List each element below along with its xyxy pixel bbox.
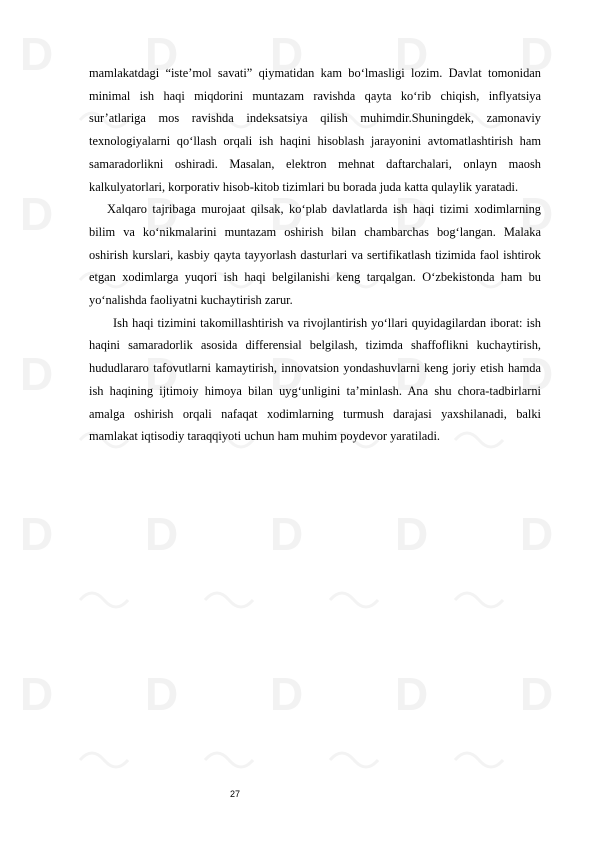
- paragraph-2: Xalqaro tajribaga murojaat qilsak, ko‘plab davlatlarda ish haqi tizimi xodimlarning bilim va ko‘nikmalarini muntazam oshirish bilan chambarchas bog‘langan. Malaka oshirish kurslari, kasbiy qayta tayyorlash dasturlari va sertifikatlash tizimida faol ishtirok etgan xodimlarga yuqori ish haqi belgilanishi keng tarqalgan. O‘zbekistonda ham bu yo‘nalishda faoliyatni kuchaytirish zarur.: [89, 202, 541, 308]
- paragraph-3: Ish haqi tizimini takomillashtirish va rivojlantirish yo‘llari quyidagilardan iborat: ish haqini samaradorlik asosida differensial belgilash, tizimda shaffoflikni kuchaytirish, hududlararo tafovutlarni kamaytirish, innovatsion yondashuvlarni keng joriy etish hamda ish haqining ijtimoiy himoya bilan uyg‘unligini ta’minlash. Ana shu chora-tadbirlarni amalga oshirish orqali nafaqat xodimlarning turmush darajasi yaxshilanadi, balki mamlakat iqtisodiy taraqqiyoti uchun ham muhim poydevor yaratiladi.: [89, 315, 541, 444]
- svg-text:D: D: [20, 348, 54, 400]
- svg-text:D: D: [395, 348, 429, 400]
- svg-text:D: D: [20, 668, 54, 720]
- svg-text:D: D: [520, 188, 554, 240]
- svg-text:D: D: [520, 508, 554, 560]
- svg-text:D: D: [395, 188, 429, 240]
- document-body: [89, 62, 541, 448]
- svg-text:D: D: [270, 508, 304, 560]
- svg-text:D: D: [20, 28, 54, 80]
- paragraph-1: mamlakatdagi “iste’mol savati” qiymatidan kam bo‘lmasligi lozim. Davlat tomonidan minimal ish haqi miqdorini muntazam ravishda qayta ko‘rib chiqish, inflyatsiya sur’atlariga mos ravishda indeksatsiya qilish muhimdir.Shuningdek, zamonaviy texnologiyalarni qo‘llash orqali ish haqini hisoblash jarayonini avtomatlashtirish ham samaradorlikni oshiradi. Masalan, elektron mehnat daftarchalari, onlayn maosh kalkulyatorlari, korporativ hisob-kitob tizimlari bu borada juda katta qulaylik yaratadi.: [89, 66, 541, 194]
- svg-text:D: D: [520, 348, 554, 400]
- svg-text:D: D: [145, 668, 179, 720]
- svg-text:D: D: [270, 348, 304, 400]
- svg-text:D: D: [395, 668, 429, 720]
- page-number: 27: [230, 789, 241, 799]
- svg-text:D: D: [145, 28, 179, 80]
- svg-text:D: D: [20, 188, 54, 240]
- svg-text:D: D: [520, 668, 554, 720]
- svg-text:D: D: [395, 28, 429, 80]
- svg-text:D: D: [145, 348, 179, 400]
- svg-text:D: D: [520, 28, 554, 80]
- svg-text:D: D: [270, 28, 304, 80]
- svg-text:D: D: [20, 508, 54, 560]
- svg-text:D: D: [145, 508, 179, 560]
- svg-text:D: D: [270, 188, 304, 240]
- svg-text:D: D: [145, 188, 179, 240]
- svg-text:D: D: [395, 508, 429, 560]
- svg-text:D: D: [270, 668, 304, 720]
